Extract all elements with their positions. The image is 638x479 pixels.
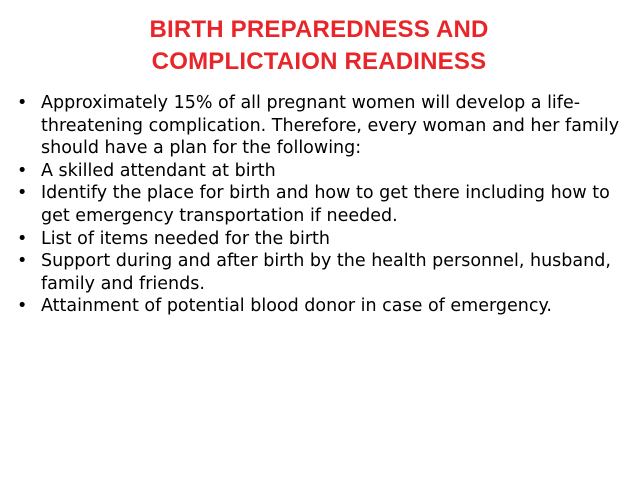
bullet-icon: • [17,296,28,317]
slide-title [60,14,578,78]
bullet-text: Attainment of potential blood donor in case of emergency. [41,296,552,317]
bullet-icon: • [17,251,28,272]
bullet-item-support [16,250,624,295]
bullet-icon: • [17,160,28,181]
bullet-icon: • [17,93,28,113]
bullet-text: Identify the place for birth and how to get there including how to get emergency transportation if needed. [41,183,610,226]
bullet-text: List of items needed for the birth [41,228,330,249]
bullet-item-skilled-attendant [16,160,624,183]
bullet-list [16,92,624,318]
bullet-item-intro [16,92,624,160]
bullet-icon: • [17,183,28,204]
bullet-item-place-for-birth [16,182,624,227]
title-line-2: COMPLICTAION READINESS [151,48,487,75]
bullet-item-items-needed [16,228,624,251]
bullet-text: Approximately 15% of all pregnant women will develop a life-threatening complication. Therefore, every woman and her family should have a plan for the following: [41,93,620,159]
bullet-item-blood-donor [16,295,624,318]
title-line-1: BIRTH PREPAREDNESS AND [149,16,489,43]
bullet-text: A skilled attendant at birth [41,160,276,181]
bullet-text: Support during and after birth by the health personnel, husband, family and friends. [41,251,611,294]
bullet-icon: • [17,228,28,249]
